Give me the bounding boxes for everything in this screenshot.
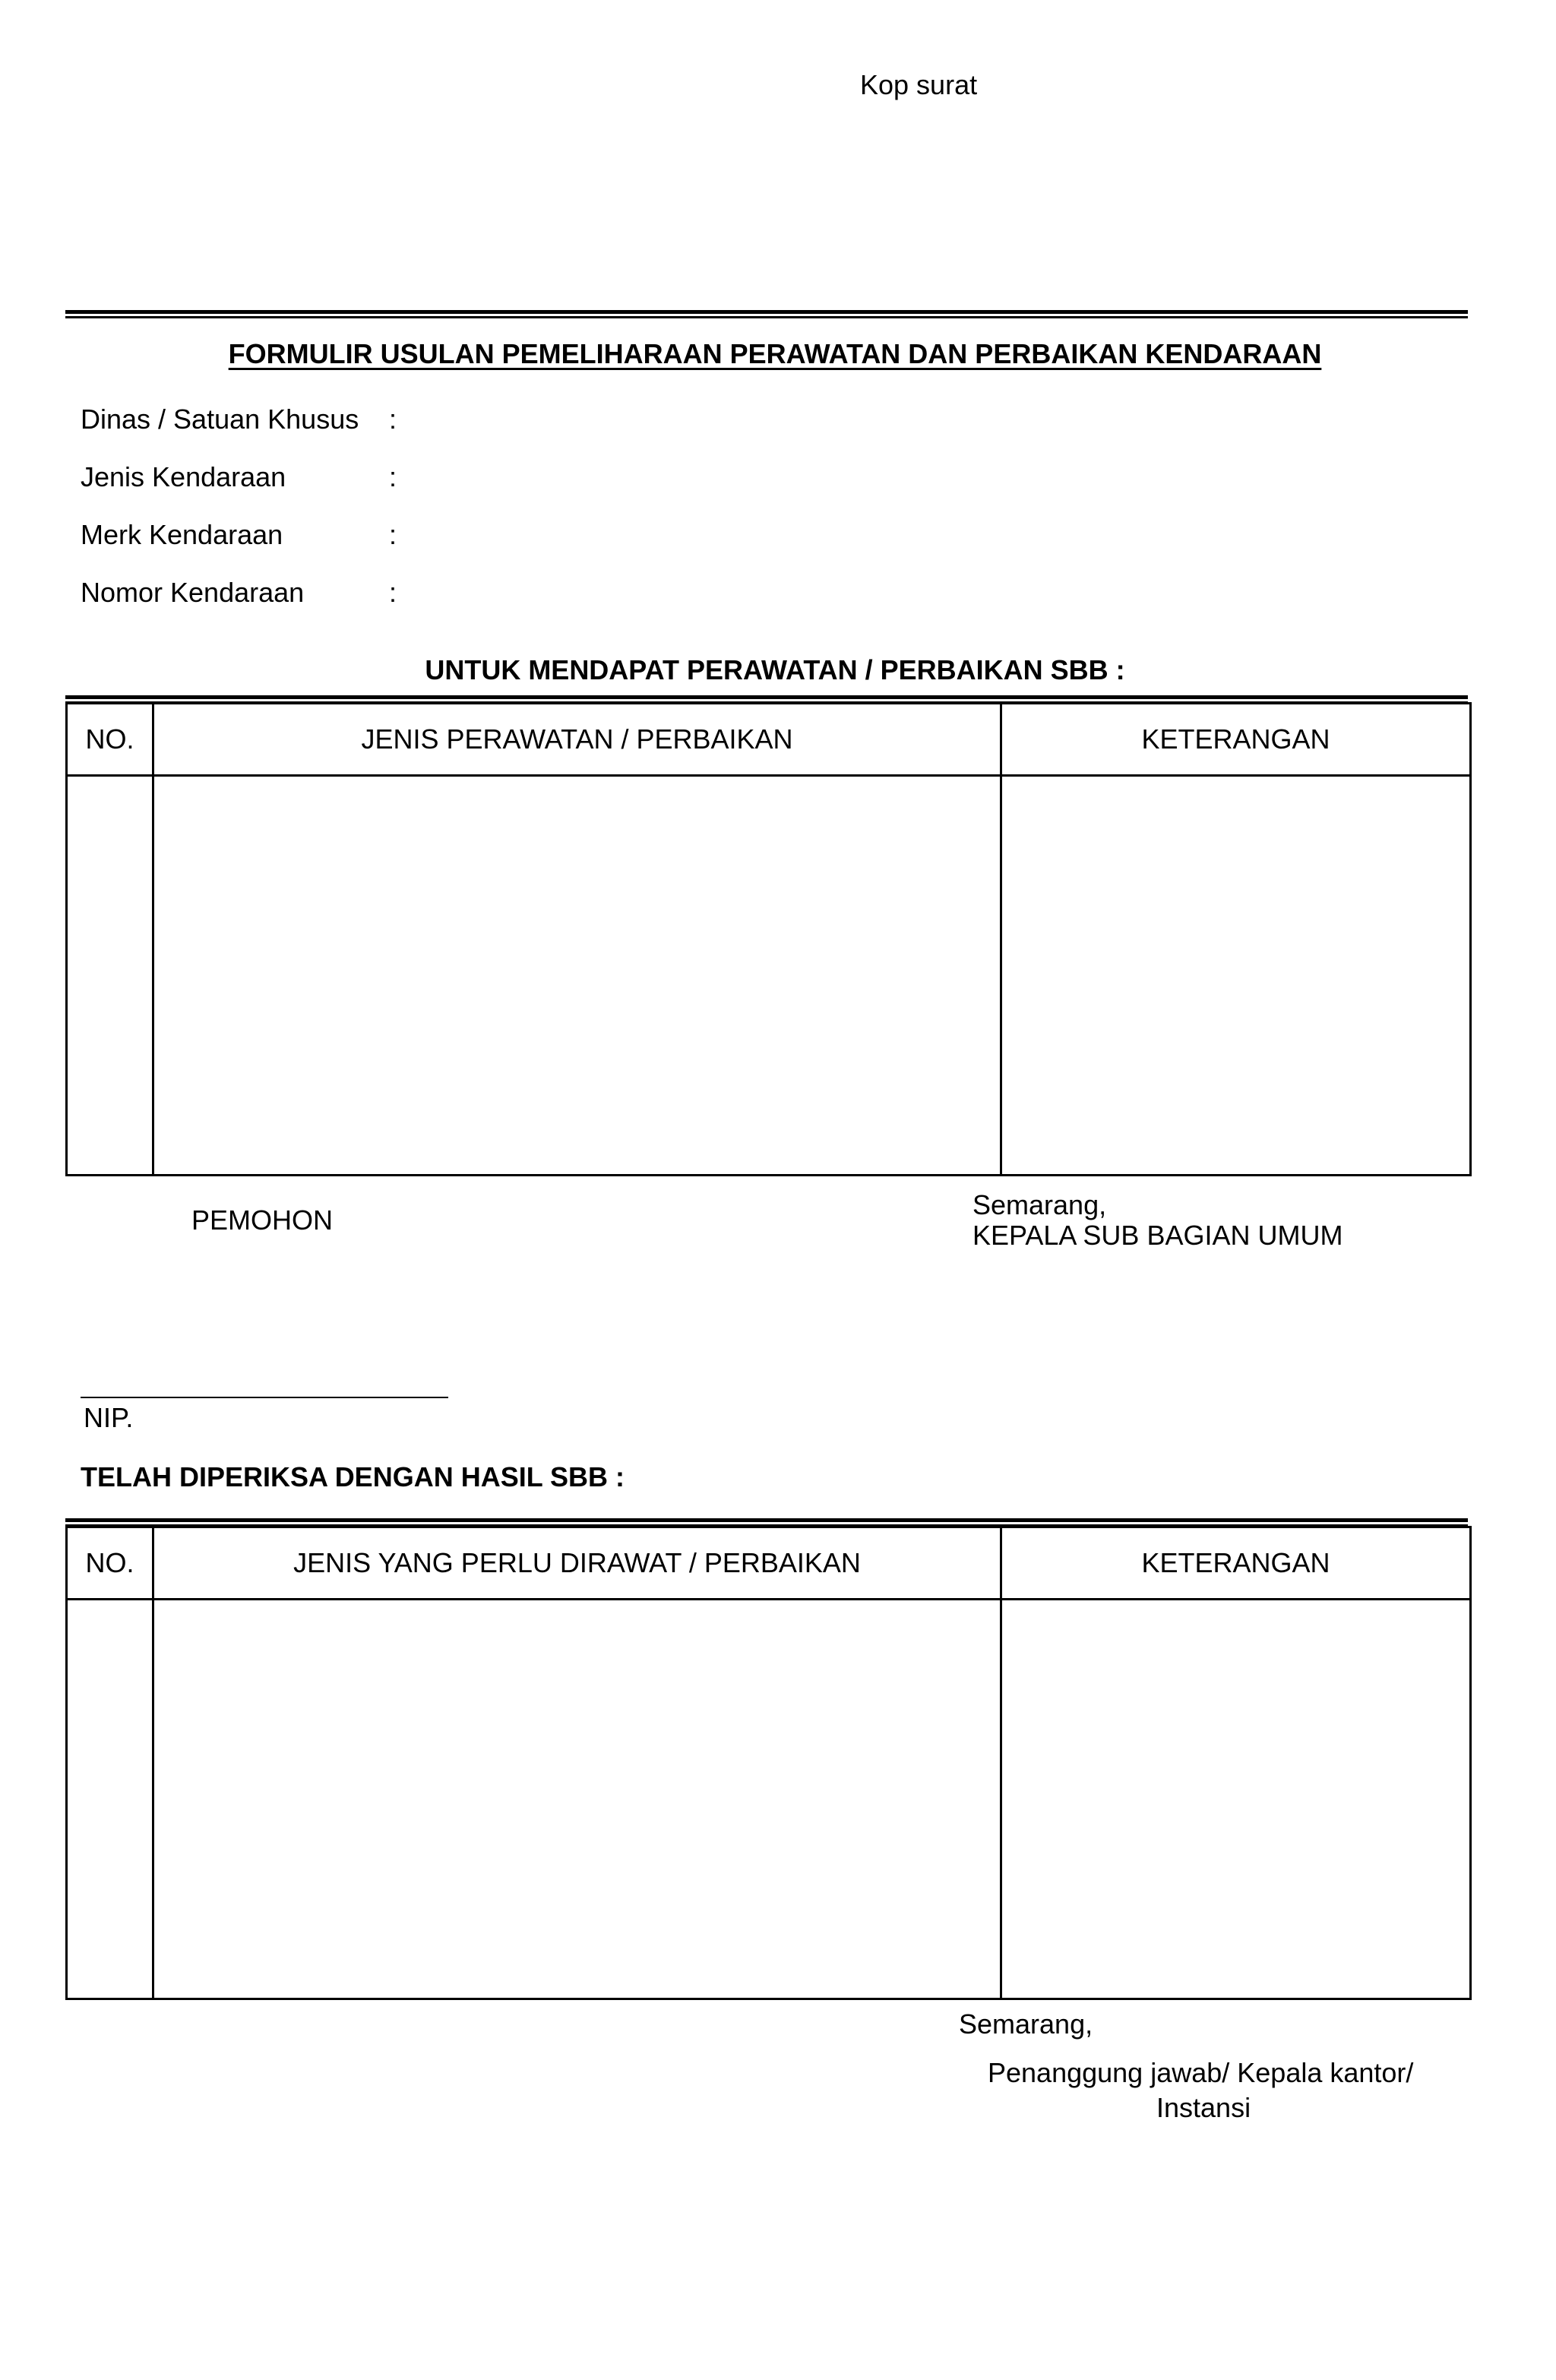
request-col-jenis: JENIS PERAWATAN / PERBAIKAN (153, 704, 1001, 776)
inspection-section-heading: TELAH DIPERIKSA DENGAN HASIL SBB : (81, 1461, 625, 1492)
nip-label: NIP. (84, 1402, 134, 1433)
head-subsection-title: KEPALA SUB BAGIAN UMUM (972, 1220, 1343, 1251)
request-cell-keterangan[interactable] (1001, 776, 1471, 1176)
inspection-col-keterangan: KETERANGAN (1001, 1527, 1471, 1600)
inspection-cell-no[interactable] (67, 1600, 153, 1999)
applicant-signature-line (81, 1397, 448, 1398)
signature-place-1: Semarang, (972, 1189, 1107, 1220)
request-col-no: NO. (67, 704, 153, 776)
inspection-table-body-row (67, 1600, 1471, 1999)
request-col-keterangan: KETERANGAN (1001, 704, 1471, 776)
signature-place-2: Semarang, (959, 2008, 1093, 2040)
request-section-heading: UNTUK MENDAPAT PERAWATAN / PERBAIKAN SBB : (425, 654, 1125, 685)
field-colon-merk-kendaraan: : (389, 519, 397, 550)
responsible-title-line2: Instansi (1156, 2092, 1251, 2123)
field-label-merk-kendaraan: Merk Kendaraan (81, 519, 283, 550)
request-table (65, 702, 1472, 1176)
letterhead-label: Kop surat (860, 69, 978, 100)
field-colon-nomor-kendaraan: : (389, 577, 397, 608)
request-table-body-row (67, 776, 1471, 1176)
field-label-jenis-kendaraan: Jenis Kendaraan (81, 461, 286, 492)
field-colon-dinas: : (389, 404, 397, 435)
form-title: FORMULIR USULAN PEMELIHARAAN PERAWATAN DAN PERBAIKAN KENDARAAN (228, 338, 1322, 369)
field-colon-jenis-kendaraan: : (389, 461, 397, 492)
applicant-label: PEMOHON (191, 1204, 334, 1236)
responsible-title-line1: Penanggung jawab/ Kepala kantor/ (988, 2057, 1414, 2088)
inspection-col-no: NO. (67, 1527, 153, 1600)
request-cell-no[interactable] (67, 776, 153, 1176)
field-label-dinas: Dinas / Satuan Khusus (81, 404, 359, 435)
inspection-col-jenis: JENIS YANG PERLU DIRAWAT / PERBAIKAN (153, 1527, 1001, 1600)
field-label-nomor-kendaraan: Nomor Kendaraan (81, 577, 305, 608)
inspection-table (65, 1526, 1472, 2000)
request-table-header (67, 704, 1471, 776)
inspection-table-header (67, 1527, 1471, 1600)
header-double-rule (65, 310, 1468, 318)
inspection-cell-jenis[interactable] (153, 1600, 1001, 1999)
inspection-cell-keterangan[interactable] (1001, 1600, 1471, 1999)
request-cell-jenis[interactable] (153, 776, 1001, 1176)
